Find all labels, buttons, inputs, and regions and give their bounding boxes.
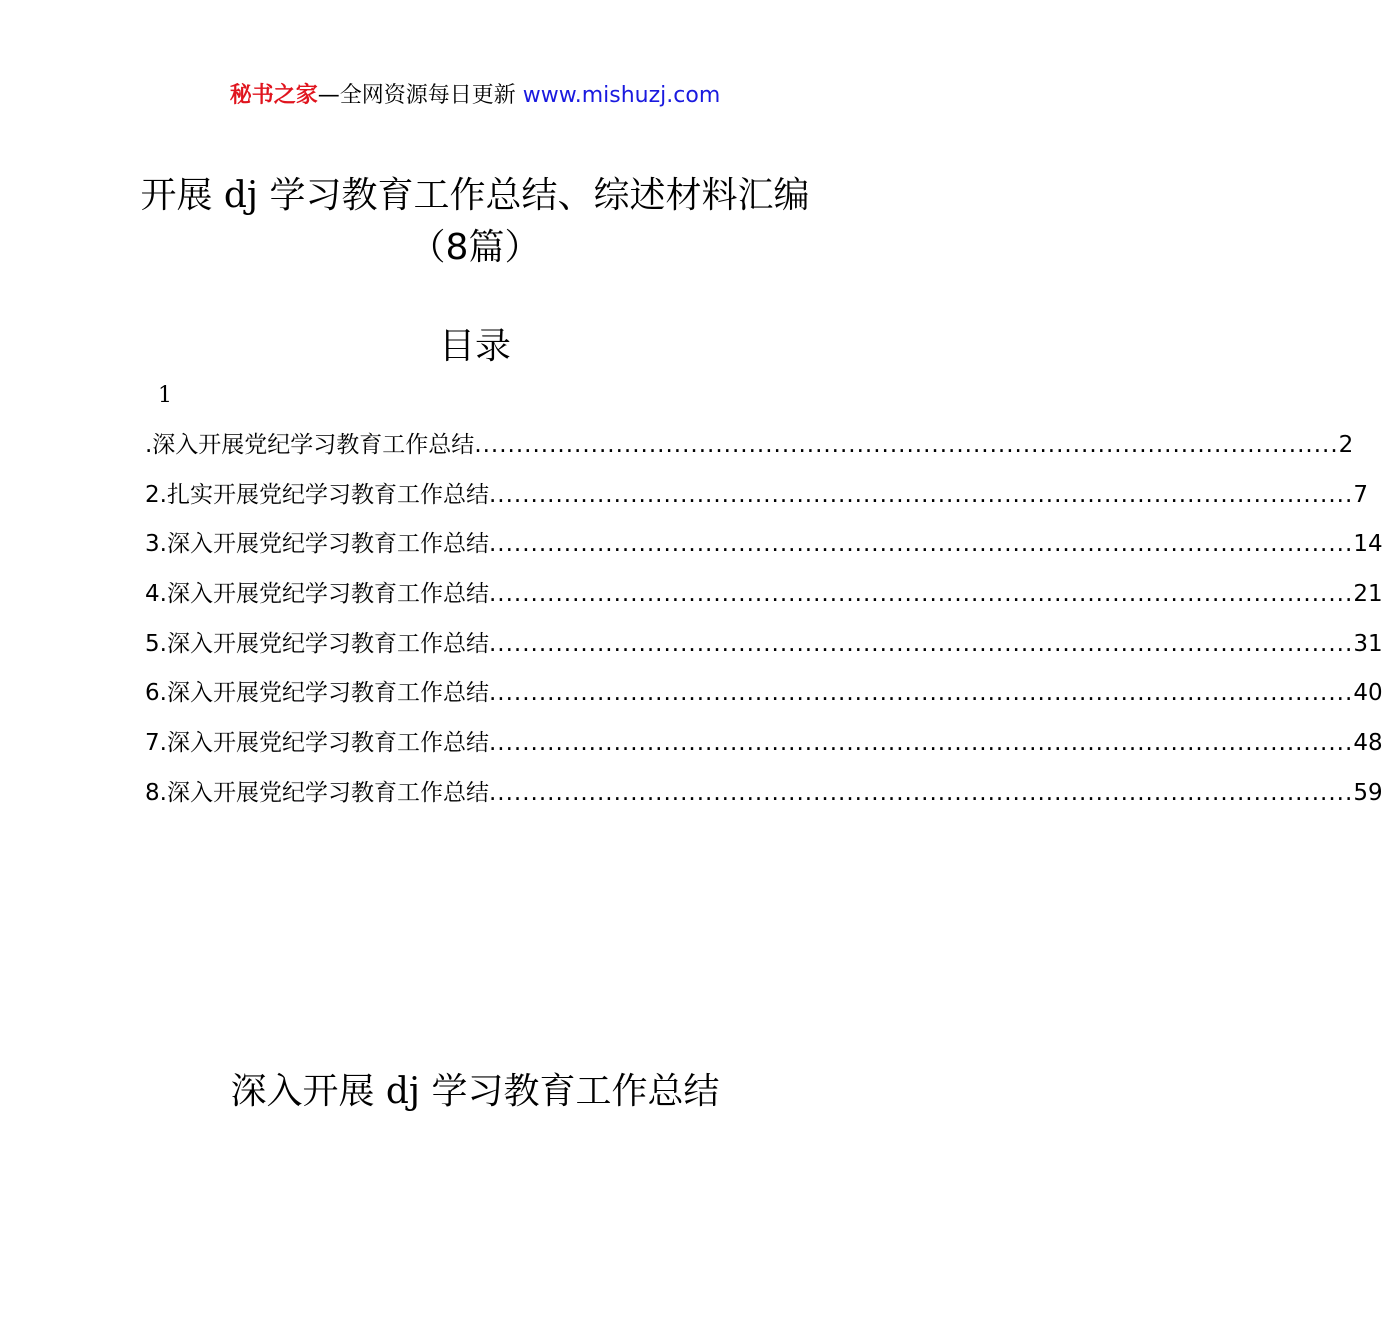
toc-leader-dots: ........................................................................................................ [488, 630, 1354, 657]
toc-entry-page: 40 [1353, 680, 1383, 707]
toc-entry[interactable] [145, 574, 1383, 624]
toc-entry[interactable] [145, 524, 1383, 574]
section-title-latin: dj [385, 1071, 421, 1112]
toc-entry-title: .深入开展党纪学习教育工作总结 [145, 432, 475, 458]
toc-entry-number: 2 [145, 481, 160, 508]
toc-entry-number: 5 [145, 630, 160, 657]
toc-entry-page: 31 [1353, 630, 1383, 657]
toc-leader-dots: ........................................................................................................ [488, 581, 1354, 608]
toc-entry[interactable] [145, 624, 1383, 674]
toc-heading: 目录 [438, 326, 511, 367]
section-title-part2: 学习教育工作总结 [420, 1071, 720, 1112]
toc-leader-dots: ........................................................................................................ [474, 432, 1339, 458]
toc-list [145, 425, 1383, 823]
toc-entry-number: 4 [145, 581, 160, 608]
toc-entry-number: 6 [145, 680, 160, 707]
toc-leader-dots: ........................................................................................................ [488, 481, 1354, 508]
toc-entry-title: .深入开展党纪学习教育工作总结 [159, 581, 489, 608]
toc-entry-title: .深入开展党纪学习教育工作总结 [159, 680, 489, 707]
toc-entry-title: .深入开展党纪学习教育工作总结 [159, 630, 489, 657]
toc-entry-page: 48 [1353, 730, 1383, 757]
toc-leader-dots: ........................................................................................................ [488, 779, 1354, 806]
toc-entry-number: 3 [145, 531, 160, 558]
toc-entry-number: 7 [145, 730, 160, 757]
toc-entry[interactable] [145, 425, 1354, 475]
toc-entry[interactable] [145, 723, 1383, 773]
toc-entry-page: 7 [1353, 481, 1368, 508]
site-header [0, 80, 950, 112]
site-tagline: —全网资源每日更新 [317, 83, 523, 108]
toc-entry-title: .深入开展党纪学习教育工作总结 [159, 730, 489, 757]
toc-entry[interactable] [145, 673, 1383, 723]
toc-entry-title: .深入开展党纪学习教育工作总结 [159, 531, 489, 558]
toc-entry[interactable] [145, 773, 1383, 823]
site-brand: 秘书之家 [229, 83, 318, 108]
toc-leader-dots: ........................................................................................................ [488, 531, 1354, 558]
toc-entry-number: 8 [145, 779, 160, 806]
toc-entry-page: 21 [1353, 581, 1383, 608]
toc-entry-page: 2 [1338, 432, 1354, 458]
toc-entry-page: 59 [1353, 779, 1383, 806]
section-title-part1: 深入开展 [230, 1071, 386, 1112]
toc-leader-dots: ........................................................................................................ [488, 730, 1354, 757]
title-latin: dj [223, 175, 259, 216]
toc-entry-title: .深入开展党纪学习教育工作总结 [159, 779, 489, 806]
toc-leader-dots: ........................................................................................................ [488, 680, 1354, 707]
toc-entry[interactable] [145, 475, 1368, 525]
toc-entry-page: 14 [1353, 531, 1383, 558]
document-title [0, 170, 950, 274]
site-url-link[interactable]: www.mishuzj.com [522, 83, 721, 108]
toc-entry-title: .扎实开展党纪学习教育工作总结 [159, 481, 489, 508]
toc-first-number: 1 [158, 383, 172, 408]
section-title [0, 1064, 950, 1120]
title-part1: 开展 [140, 175, 224, 216]
title-count: （8篇） [409, 227, 541, 268]
title-part2: 学习教育工作总结、综述材料汇编 [258, 175, 810, 216]
